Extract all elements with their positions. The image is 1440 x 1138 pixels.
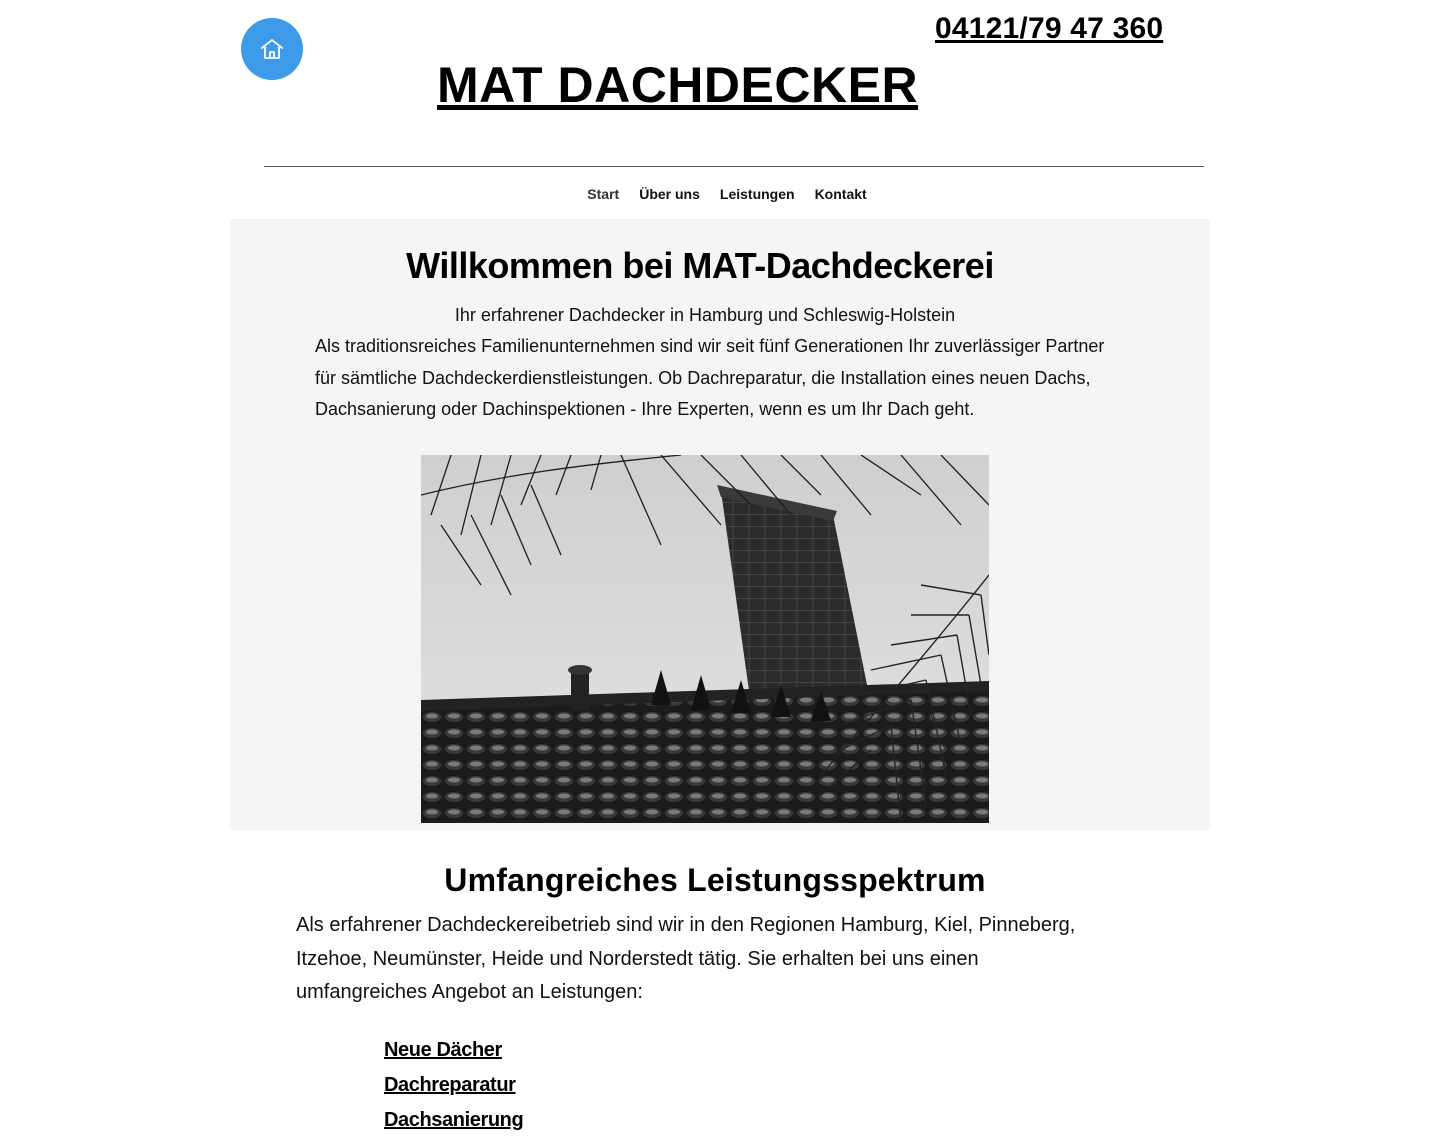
service-link-neue-daecher[interactable]: Neue Dächer: [384, 1039, 502, 1061]
header-divider: [264, 166, 1204, 167]
nav-item-leistungen[interactable]: Leistungen: [719, 186, 795, 202]
services-section-title: Umfangreiches Leistungsspektrum: [444, 862, 986, 898]
hero-title: Willkommen bei MAT-Dachdeckerei: [406, 245, 994, 286]
nav-item-start[interactable]: Start: [587, 186, 620, 202]
phone-number-link[interactable]: 04121/79 47 360: [935, 12, 1164, 45]
services-list: [384, 1033, 523, 1138]
home-button[interactable]: [241, 18, 303, 80]
main-navigation: [0, 186, 1440, 202]
roof-photo: [421, 455, 989, 823]
hero-subtitle: Ihr erfahrener Dachdecker in Hamburg und Schleswig-Holstein: [454, 305, 956, 325]
nav-item-kontakt[interactable]: Kontakt: [814, 186, 867, 202]
hero-description: Als traditionsreiches Familienunternehmen sind wir seit fünf Generationen Ihr zuverlässiger Partner für sämtliche Dachdeckerdienstleistungen. Ob Dachreparatur, die Installation eines neuen Dachs, Dachsanierung oder Dachinspektionen - Ihre Experten, wenn es um Ihr Dach geht.: [315, 336, 1105, 419]
nav-item-ueber-uns[interactable]: Über uns: [639, 186, 700, 202]
home-icon: [259, 37, 285, 61]
service-link-dachsanierung[interactable]: Dachsanierung: [384, 1109, 524, 1131]
service-link-dachreparatur[interactable]: Dachreparatur: [384, 1074, 516, 1096]
services-section-description: Als erfahrener Dachdeckereibetrieb sind wir in den Regionen Hamburg, Kiel, Pinneberg, Itzehoe, Neumünster, Heide und Norderstedt tätig. Sie erhalten bei uns einen umfangreiches Angebot an Leistungen:: [296, 914, 1076, 1003]
site-logo-title[interactable]: MAT DACHDECKER: [437, 57, 919, 113]
